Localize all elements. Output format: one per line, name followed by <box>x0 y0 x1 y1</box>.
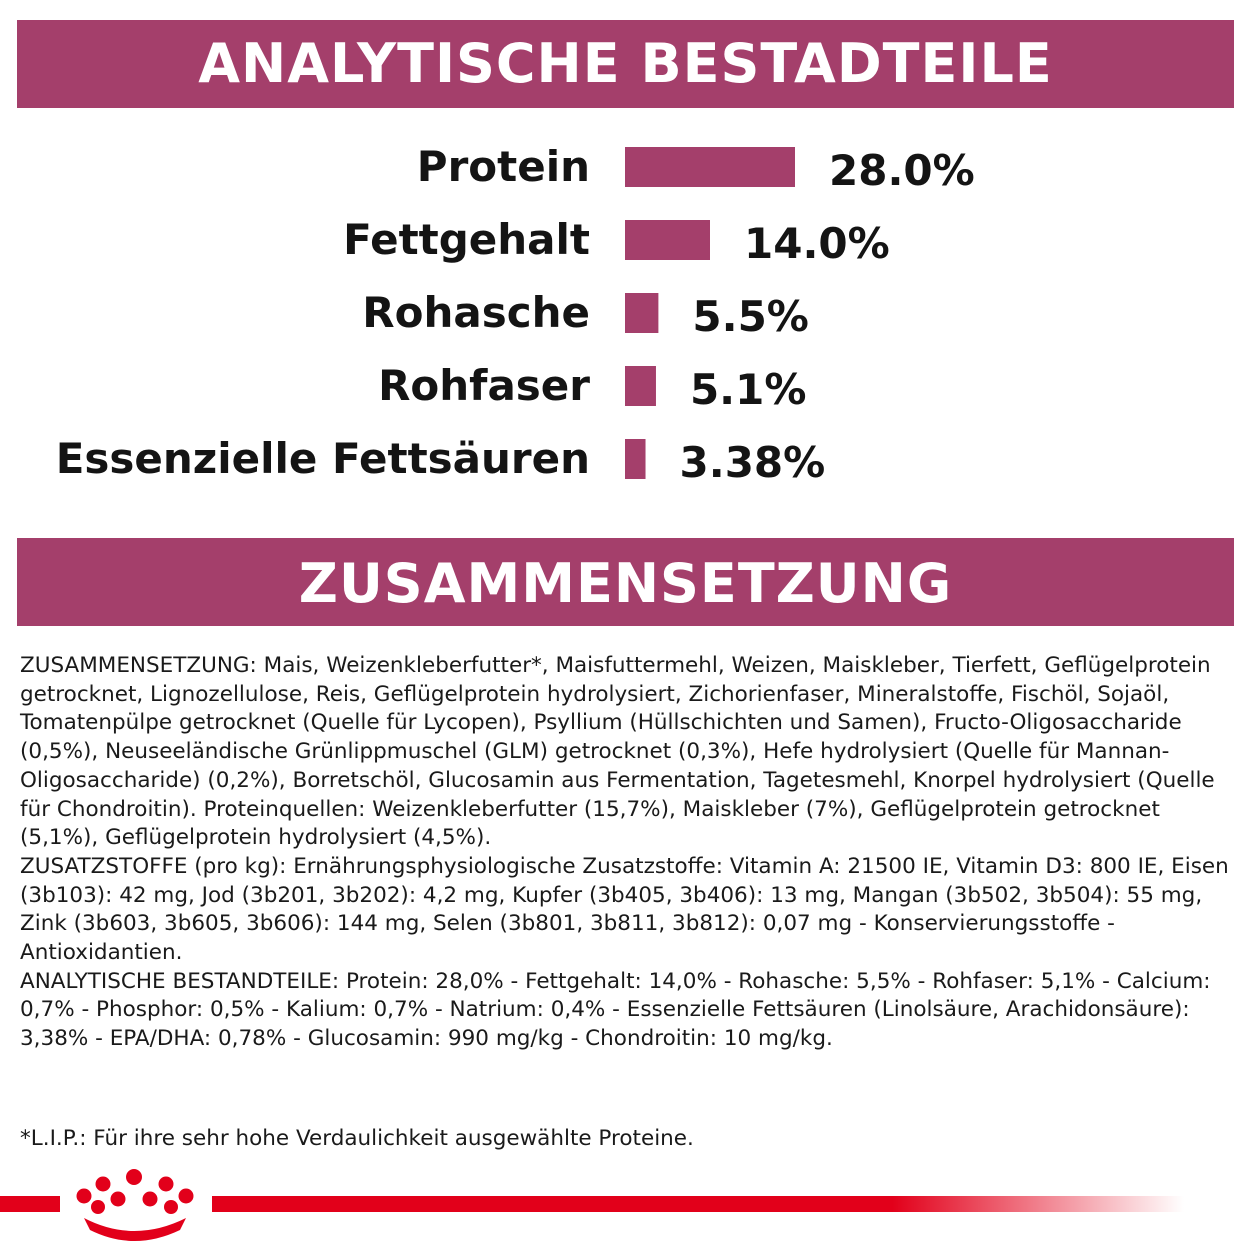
composition-additives: ZUSATZSTOFFE (pro kg): Ernährungsphysiologische Zusatzstoffe: Vitamin A: 21500 IE, Vitamin D3: 800 IE, Eisen (3b103): 42 mg, Jod (3b201, 3b202): 4,2 mg, Kupfer (3b405, 3b406): 13 mg, Mangan (3b502, 3b504): 55 mg, Zink (3b603, 3b605, 3b606): 144 mg, Selen (3b801, 3b811, 3b812): 0,07 mg - Konservierungsstoffe - Antioxidantien. <box>20 853 1229 966</box>
analysis-banner: ANALYTISCHE BESTADTEILE <box>17 20 1234 108</box>
lip-footnote: *L.I.P.: Für ihre sehr hohe Verdaulichkeit ausgewählte Proteine. <box>20 1126 694 1151</box>
value-label: 14.0% <box>744 219 890 268</box>
category-label: Essenzielle Fettsäuren <box>55 434 590 483</box>
value-label: 5.1% <box>689 365 807 414</box>
bar <box>625 147 795 187</box>
bar <box>625 366 656 406</box>
crown-logo-icon <box>77 1169 194 1241</box>
stripe-left <box>0 1196 60 1212</box>
nutrient-bar-chart <box>0 125 1250 505</box>
composition-banner: ZUSAMMENSETZUNG <box>17 538 1234 626</box>
brand-stripe <box>0 1160 1250 1250</box>
bar <box>625 293 658 333</box>
bar <box>625 220 710 260</box>
stripe-right <box>212 1196 1184 1212</box>
composition-text <box>20 652 1230 1054</box>
value-label: 5.5% <box>692 292 809 341</box>
category-label: Fettgehalt <box>343 215 590 264</box>
category-label: Protein <box>416 142 590 191</box>
composition-analysis: ANALYTISCHE BESTANDTEILE: Protein: 28,0% - Fettgehalt: 14,0% - Rohasche: 5,5% - Rohfaser: 5,1% - Calcium: 0,7% - Phosphor: 0,5% - Kalium: 0,7% - Natrium: 0,4% - Essenzielle Fettsäuren (Linolsäure, Arachidonsäure): 3,38% - EPA/DHA: 0,78% - Glucosamin: 990 mg/kg - Chondroitin: 10 mg/kg. <box>20 968 1211 1052</box>
category-label: Rohfaser <box>378 361 590 410</box>
value-label: 3.38% <box>679 438 826 487</box>
category-label: Rohasche <box>362 288 590 337</box>
bar <box>625 439 646 479</box>
composition-ingredients: ZUSAMMENSETZUNG: Mais, Weizenkleberfutter*, Maisfuttermehl, Weizen, Maiskleber, Tierfett, Geflügelprotein getrocknet, Lignozellulose, Reis, Geflügelprotein hydrolysiert, Zichorienfaser, Mineralstoffe, Fischöl, Sojaöl, Tomatenpülpe getrocknet (Quelle für Lycopen), Psyllium (Hüllschichten und Samen), Fructo-Oligosaccharide (0,5%), Neuseeländische Grünlippmuschel (GLM) getrocknet (0,3%), Hefe hydrolysiert (Quelle für Mannan-Oligosaccharide) (0,2%), Borretschöl, Glucosamin aus Fermentation, Tagetesmehl, Knorpel hydrolysiert (Quelle für Chondroitin). Proteinquellen: Weizenkleberfutter (15,7%), Maiskleber (7%), Geflügelprotein getrocknet (5,1%), Geflügelprotein hydrolysiert (4,5%). <box>20 653 1215 851</box>
value-label: 28.0% <box>829 146 975 195</box>
